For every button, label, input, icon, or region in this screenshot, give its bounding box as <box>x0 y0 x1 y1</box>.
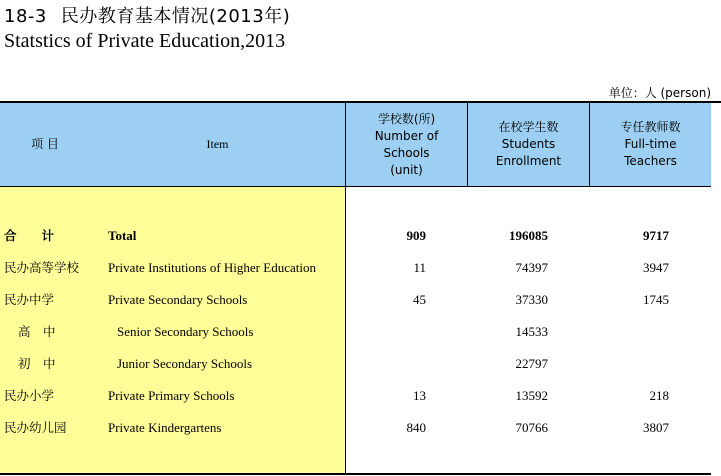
row-label-zh: 高 中 <box>18 324 56 339</box>
cell-students: 22797 <box>515 356 548 371</box>
table-header <box>0 103 711 187</box>
header-enrollment-line: Students <box>501 137 556 151</box>
cell-teachers: 3947 <box>643 260 669 275</box>
table-title-en: Statstics of Private Education,2013 <box>4 30 286 52</box>
header-schools-line: Schools <box>383 145 430 160</box>
bottom-rule <box>0 473 711 475</box>
header-schools-line: Number of <box>374 128 439 143</box>
table-number: 18-3 <box>4 6 47 27</box>
row-label-en: Senior Secondary Schools <box>117 324 254 339</box>
cell-teachers: 3807 <box>643 420 669 435</box>
row-label-zh: 民办中学 <box>4 292 55 307</box>
header-teachers-line: Teachers <box>624 154 677 168</box>
cell-teachers: 218 <box>649 388 669 403</box>
row-label-en: Total <box>108 228 137 243</box>
cell-students: 196085 <box>509 228 548 243</box>
header-enrollment-line: 在校学生数 <box>498 120 559 134</box>
table-row <box>0 386 711 406</box>
table-row <box>0 418 711 438</box>
table-row-total <box>0 226 711 246</box>
cell-schools: 909 <box>406 228 426 243</box>
header-schools <box>346 103 467 186</box>
cell-schools: 45 <box>413 292 426 307</box>
cell-schools: 840 <box>406 420 426 435</box>
row-label-en: Private Institutions of Higher Education <box>108 260 316 275</box>
cell-students: 37330 <box>515 292 548 307</box>
header-enrollment <box>468 103 589 186</box>
cell-teachers: 1745 <box>643 292 669 307</box>
row-label-en: Private Kindergartens <box>108 420 222 435</box>
row-label-en: Private Secondary Schools <box>108 292 248 307</box>
row-label-en: Private Primary Schools <box>108 388 235 403</box>
header-teachers <box>590 103 711 186</box>
table-title-zh <box>4 2 290 28</box>
row-label-en: Junior Secondary Schools <box>117 356 253 371</box>
header-enrollment-line: Enrollment <box>495 154 562 168</box>
cell-schools: 11 <box>413 260 426 275</box>
table-row <box>0 290 711 310</box>
table-row <box>0 258 711 278</box>
row-label-zh: 民办小学 <box>4 388 55 403</box>
cell-students: 14533 <box>515 324 548 339</box>
unit-label: 单位：人 (person) <box>608 86 711 100</box>
cell-students: 74397 <box>515 260 548 275</box>
cell-students: 70766 <box>515 420 548 435</box>
row-label-zh: 民办幼儿园 <box>4 420 67 435</box>
row-label-zh: 合 计 <box>4 228 55 243</box>
table-title-zh-text: 民办教育基本情况(2013年) <box>60 6 291 27</box>
cell-teachers: 9717 <box>643 228 669 243</box>
table-row <box>0 354 711 374</box>
header-teachers-line: 专任教师数 <box>620 120 681 134</box>
row-label-zh: 初 中 <box>18 356 56 371</box>
header-schools-line: 学校数(所) <box>377 111 436 126</box>
table-row <box>0 322 711 342</box>
row-label-zh: 民办高等学校 <box>4 260 80 275</box>
cell-schools: 13 <box>413 388 426 403</box>
header-teachers-line: Full-time <box>624 137 677 151</box>
cell-students: 13592 <box>515 388 548 403</box>
header-schools-line: (unit) <box>390 162 423 177</box>
header-item-en: Item <box>206 137 229 151</box>
header-item-zh: 项 目 <box>31 137 59 151</box>
